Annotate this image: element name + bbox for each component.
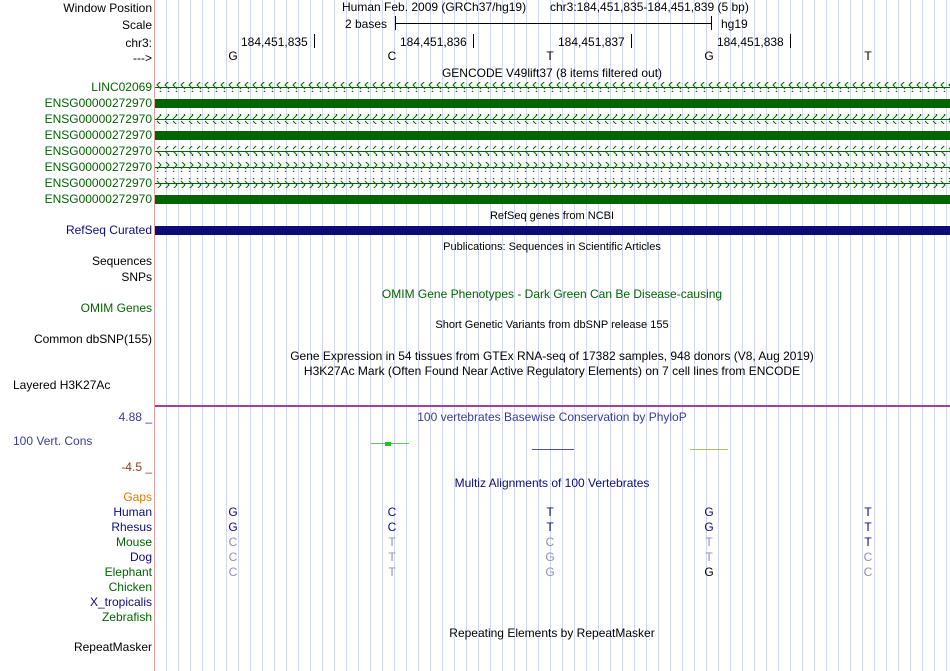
track-label-h3k27ac[interactable]: Layered H3K27Ac (13, 378, 111, 392)
aln-elephant-4: G (704, 565, 714, 579)
species-dog[interactable]: Dog (129, 550, 152, 564)
window-position-label: Window Position (63, 1, 152, 15)
coord-1: 184,451,835 (241, 35, 308, 49)
aln-mouse-4: T (705, 535, 713, 549)
ensg-feature-3 (155, 131, 950, 140)
scale-db-label: hg19 (721, 17, 748, 31)
gencode-features[interactable] (155, 80, 950, 210)
aln-human-2: C (387, 505, 397, 519)
gtex-track-title: Gene Expression in 54 tissues from GTEx RNA-seq of 17382 samples, 948 donors (V8, Aug 2019) (290, 349, 814, 363)
coord-tick-3 (631, 34, 632, 48)
ensg-feature-2 (155, 114, 950, 124)
scale-bar (395, 23, 711, 24)
aln-dog-5: C (863, 550, 873, 564)
aln-rhesus-5: T (864, 520, 872, 534)
coord-tick-4 (790, 34, 791, 48)
refseq-track-title: RefSeq genes from NCBI (489, 210, 615, 222)
track-label-ensg-2[interactable]: ENSG00000272970 (44, 112, 152, 126)
ref-base-2: C (387, 49, 397, 63)
aln-elephant-3: G (545, 565, 555, 579)
track-label-ensg-5[interactable]: ENSG00000272970 (44, 160, 152, 174)
species-zebrafish[interactable]: Zebrafish (101, 610, 152, 624)
multiz-track-title: Multiz Alignments of 100 Vertebrates (454, 476, 650, 490)
track-label-common-dbsnp[interactable]: Common dbSNP(155) (33, 332, 152, 346)
aln-mouse-1: C (228, 535, 238, 549)
aln-rhesus-4: G (704, 520, 714, 534)
h3k27ac-track-title: H3K27Ac Mark (Often Found Near Active Regulatory Elements) on 7 cell lines from ENCODE (303, 364, 801, 378)
track-label-linc02069[interactable]: LINC02069 (91, 80, 152, 94)
track-label-ensg-1[interactable]: ENSG00000272970 (44, 96, 152, 110)
aln-rhesus-2: C (387, 520, 397, 534)
aln-elephant-1: C (228, 565, 238, 579)
phylop-axis-max: 4.88 _ (118, 410, 152, 424)
ref-base-4: G (704, 49, 714, 63)
gencode-track-title: GENCODE V49lift37 (8 items filtered out) (441, 66, 663, 80)
assembly-title: Human Feb. 2009 (GRCh37/hg19) (342, 0, 527, 14)
ensg-feature-5 (155, 162, 950, 172)
track-label-ensg-3[interactable]: ENSG00000272970 (44, 128, 152, 142)
ensg-feature-1 (155, 99, 950, 108)
track-label-repeatmasker[interactable]: RepeatMasker (73, 640, 152, 654)
species-human[interactable]: Human (113, 505, 152, 519)
phylop-mark-4 (690, 449, 728, 450)
linc02069-feature (155, 82, 950, 92)
coord-2: 184,451,836 (400, 35, 467, 49)
track-label-snps[interactable]: SNPs (121, 270, 152, 284)
ensg-feature-6 (155, 178, 950, 188)
aln-elephant-2: T (388, 565, 396, 579)
phylop-signal[interactable] (155, 436, 950, 456)
aln-mouse-2: T (388, 535, 396, 549)
ensg-feature-4 (155, 146, 950, 156)
coord-3: 184,451,837 (558, 35, 625, 49)
species-chicken[interactable]: Chicken (108, 580, 152, 594)
aln-dog-4: T (705, 550, 713, 564)
aln-human-4: G (704, 505, 714, 519)
track-display-area[interactable] (155, 0, 950, 671)
scale-bar-end (711, 16, 712, 30)
h3k27ac-signal-line (155, 405, 950, 407)
scale-bar-label: 2 bases (345, 17, 388, 31)
coord-tick-1 (314, 34, 315, 48)
repeatmasker-track-title: Repeating Elements by RepeatMasker (449, 626, 655, 640)
species-mouse[interactable]: Mouse (115, 535, 152, 549)
phylop-mark-3 (532, 449, 574, 450)
phylop-mark-2 (385, 442, 391, 446)
coord-tick-2 (473, 34, 474, 48)
aln-mouse-5: T (864, 535, 872, 549)
track-label-refseq[interactable]: RefSeq Curated (65, 223, 152, 237)
aln-mouse-3: C (545, 535, 555, 549)
ref-base-1: G (228, 49, 238, 63)
aln-human-1: G (228, 505, 238, 519)
track-label-ensg-7[interactable]: ENSG00000272970 (44, 192, 152, 206)
phylop-track-title: 100 vertebrates Basewise Conservation by PhyloP (417, 410, 687, 424)
aln-dog-2: T (388, 550, 396, 564)
aln-dog-1: C (228, 550, 238, 564)
dbsnp-track-title: Short Genetic Variants from dbSNP release 155 (435, 319, 669, 331)
publications-track-title: Publications: Sequences in Scientific Articles (443, 241, 661, 253)
species-rhesus[interactable]: Rhesus (111, 520, 152, 534)
track-label-gaps[interactable]: Gaps (123, 490, 152, 504)
species-x-tropicalis[interactable]: X_tropicalis (89, 595, 152, 609)
coord-4: 184,451,838 (717, 35, 784, 49)
chrom-label: chr3: (125, 36, 152, 50)
track-labels-panel (0, 0, 154, 671)
species-elephant[interactable]: Elephant (104, 565, 152, 579)
aln-rhesus-1: G (228, 520, 238, 534)
refseq-feature[interactable] (155, 226, 950, 235)
ensg-feature-7 (155, 195, 950, 204)
ref-base-3: T (546, 49, 554, 63)
track-label-sequences[interactable]: Sequences (91, 254, 152, 268)
position-title: chr3:184,451,835-184,451,839 (5 bp) (550, 0, 749, 14)
aln-dog-3: G (545, 550, 555, 564)
phylop-axis-min: -4.5 _ (121, 460, 152, 474)
aln-human-3: T (546, 505, 554, 519)
track-label-phylop[interactable]: 100 Vert. Cons (13, 434, 93, 448)
track-label-ensg-6[interactable]: ENSG00000272970 (44, 176, 152, 190)
ref-base-5: T (864, 49, 872, 63)
track-label-omim[interactable]: OMIM Genes (80, 301, 152, 315)
strand-label: ---> (133, 51, 152, 65)
track-label-ensg-4[interactable]: ENSG00000272970 (44, 144, 152, 158)
omim-track-title: OMIM Gene Phenotypes - Dark Green Can Be Disease-causing (381, 287, 723, 301)
scale-label: Scale (121, 18, 152, 32)
aln-elephant-5: C (863, 565, 873, 579)
aln-rhesus-3: T (546, 520, 554, 534)
aln-human-5: T (864, 505, 872, 519)
